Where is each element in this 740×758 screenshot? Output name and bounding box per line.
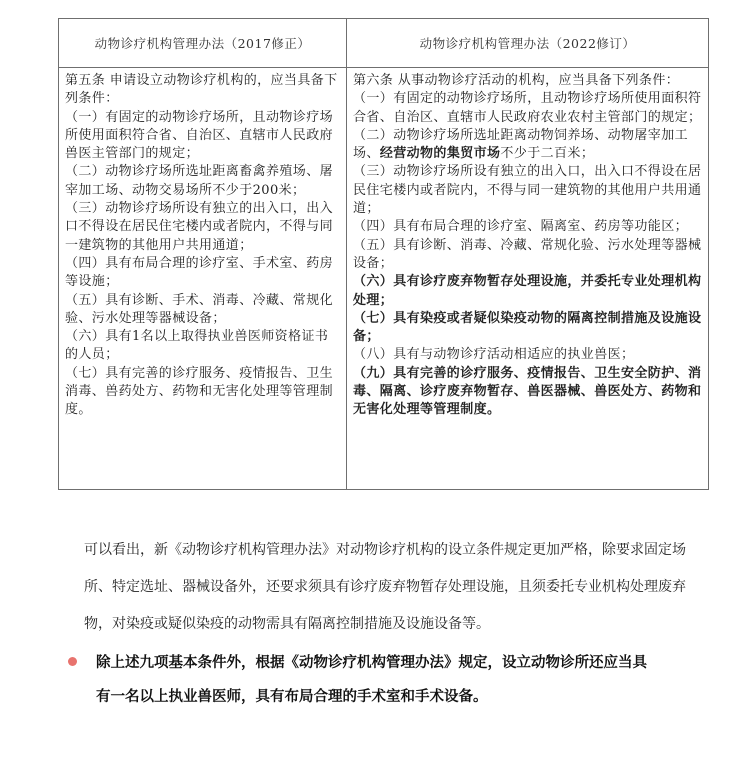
- list-item: （三）动物诊疗场所设有独立的出入口，出入口不得设在居民住宅楼内或者院内，不得与同一建筑物的其他用户共用通道；: [353, 164, 702, 217]
- list-item: [353, 127, 702, 164]
- list-item: （六）具有1名以上取得执业兽医师资格证书的人员；: [65, 329, 329, 363]
- item-2-text: （二）动物诊疗场所选址距离动物饲养场、动物屠宰加工场、: [353, 127, 689, 162]
- list-item: （一）有固定的动物诊疗场所，且动物诊疗场所使用面积符合省、自治区、直辖市人民政府兽医主管部门的规定；: [65, 109, 334, 162]
- bullet-text: 除上述九项基本条件外，根据《动物诊疗机构管理办法》规定，设立动物诊所还应当具有一名以上执业兽医师，具有布局合理的手术室和手术设备。: [96, 655, 647, 705]
- list-item-new: （七）具有染疫或者疑似染疫动物的隔离控制措施及设施设备；: [353, 310, 702, 345]
- article-5-intro: 第五条 申请设立动物诊疗机构的，应当具备下列条件：: [65, 73, 338, 107]
- list-item: （二）动物诊疗场所选址距离畜禽养殖场、屠宰加工场、动物交易场所不少于200米；: [65, 164, 334, 198]
- list-item-new: （六）具有诊疗废弃物暂存处理设施，并委托专业处理机构处理；: [353, 274, 702, 308]
- summary-paragraph: 可以看出，新《动物诊疗机构管理办法》对动物诊疗机构的设立条件规定更加严格，除要求固定场所、特定选址、器械设备外，还要求须具有诊疗废弃物暂存处理设施，且须委托专业机构处理废弃物，对染疫或疑似染疫的动物需具有隔离控制措施及设施设备等。: [84, 542, 686, 632]
- header-2022: 动物诊疗机构管理办法（2022修订）: [347, 19, 709, 68]
- list-item: （三）动物诊疗场所设有独立的出入口，出入口不得设在居民住宅楼内或者院内，不得与同一建筑物的其他用户共用通道；: [65, 201, 334, 253]
- bullet-dot-icon: [68, 657, 77, 666]
- list-item-new: （九）具有完善的诊疗服务、疫情报告、卫生安全防护、消毒、隔离、诊疗废弃物暂存、兽医器械、兽医处方、药物和无害化处理等管理制度。: [353, 365, 702, 418]
- list-item: （四）具有布局合理的诊疗室、手术室、药房等设施；: [65, 255, 334, 290]
- list-item: （四）具有布局合理的诊疗室、隔离室、药房等功能区；: [353, 219, 689, 235]
- article-6-intro: 第六条 从事动物诊疗活动的机构，应当具备下列条件：: [353, 73, 680, 88]
- table-body-row: [59, 68, 709, 490]
- cell-2022: [347, 68, 709, 490]
- cell-2017: [59, 68, 347, 490]
- list-item: （八）具有与动物诊疗活动相适应的执业兽医；: [353, 347, 635, 363]
- list-item: （七）具有完善的诊疗服务、疫情报告、卫生消毒、兽药处方、药物和无害化处理等管理制度。: [65, 365, 334, 418]
- list-item: （五）具有诊断、消毒、冷藏、常规化验、污水处理等器械设备；: [353, 237, 702, 271]
- table-header-row: [59, 19, 709, 68]
- comparison-table: [58, 18, 709, 490]
- list-item: （一）有固定的动物诊疗场所，且动物诊疗场所使用面积符合省、自治区、直辖市人民政府农业农村主管部门的规定；: [353, 91, 702, 125]
- item-2-tail: 不少于二百米；: [500, 146, 595, 162]
- header-2017: 动物诊疗机构管理办法（2017修正）: [59, 19, 347, 68]
- list-item: （五）具有诊断、手术、消毒、冷藏、常规化验、污水处理等器械设备；: [65, 292, 334, 326]
- item-2-highlight: 经营动物的集贸市场: [379, 146, 501, 162]
